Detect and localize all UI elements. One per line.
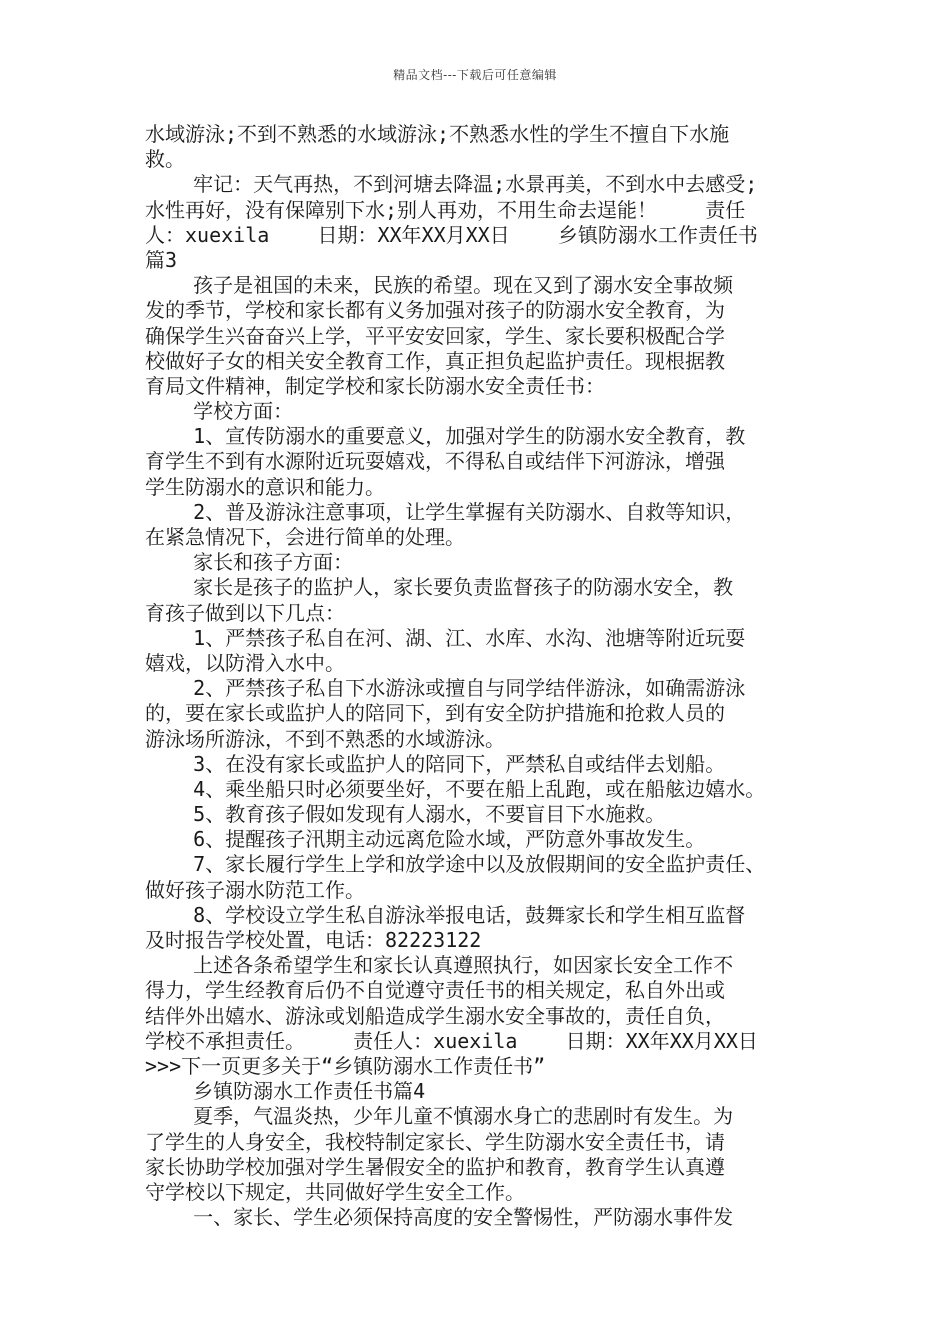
- text-line: 在紧急情况下，会进行简单的处理。: [145, 525, 465, 549]
- text-line: 2、普及游泳注意事项，让学生掌握有关防溺水、自救等知识，: [145, 499, 746, 524]
- text-line: >>>下一页更多关于“乡镇防溺水工作责任书”: [145, 1053, 546, 1078]
- text-line: 乡镇防溺水工作责任书篇4: [145, 1079, 426, 1104]
- text-line: 确保学生兴奋奋兴上学，平平安安回家，学生、家长要积极配合学: [145, 323, 725, 348]
- text-line: 结伴外出嬉水、游泳或划船造成学生溺水安全事故的，责任自负，: [145, 1003, 725, 1028]
- text-line: 1、宣传防溺水的重要意义，加强对学生的防溺水安全教育，教: [145, 424, 746, 449]
- text-line: 的，要在家长或监护人的陪同下，到有安全防护措施和抢救人员的: [145, 701, 725, 726]
- text-line: 1、严禁孩子私自在河、湖、江、水库、水沟、池塘等附近玩耍: [145, 625, 746, 650]
- text-line: 水域游泳;不到不熟悉的水域游泳;不熟悉水性的学生不擅自下水施: [145, 122, 730, 146]
- text-line: 家长协助学校加强对学生暑假安全的监护和教育，教育学生认真遵: [145, 1154, 725, 1179]
- text-line: 学生防溺水的意识和能力。: [145, 474, 385, 499]
- text-line: 及时报告学校处置，电话：82223122: [145, 928, 482, 952]
- text-line: 游泳场所游泳，不到不熟悉的水域游泳。: [145, 726, 505, 751]
- text-line: 救。: [145, 147, 185, 172]
- text-line: 育学生不到有水源附近玩耍嬉戏，不得私自或结伴下河游泳，增强: [145, 449, 725, 474]
- text-line: 家长和孩子方面：: [145, 550, 354, 575]
- text-line: 学校不承担责任。 责任人：xuexila 日期：XX年XX月XX日: [145, 1028, 758, 1053]
- text-line: 上述各条希望学生和家长认真遵照执行，如因家长安全工作不: [145, 953, 734, 978]
- text-line: 5、教育孩子假如发现有人溺水，不要盲目下水施救。: [145, 802, 666, 827]
- text-line: 育局文件精神，制定学校和家长防溺水安全责任书：: [145, 373, 605, 398]
- text-line: 得力，学生经教育后仍不自觉遵守责任书的相关规定，私自外出或: [145, 978, 725, 1003]
- text-line: 嬉戏，以防滑入水中。: [145, 650, 345, 675]
- text-line: 育孩子做到以下几点：: [145, 600, 345, 625]
- text-line: 发的季节，学校和家长都有义务加强对孩子的防溺水安全教育，为: [145, 298, 725, 323]
- text-line: 守学校以下规定，共同做好学生安全工作。: [145, 1179, 525, 1204]
- text-line: 8、学校设立学生私自游泳举报电话，鼓舞家长和学生相互监督: [145, 902, 746, 927]
- text-line: 夏季，气温炎热，少年儿童不慎溺水身亡的悲剧时有发生。为: [145, 1104, 734, 1129]
- text-line: 牢记：天气再热，不到河塘去降温;水景再美，不到水中去感受;: [145, 172, 758, 197]
- text-line: 3、在没有家长或监护人的陪同下，严禁私自或结伴去划船。: [145, 751, 726, 776]
- text-line: 家长是孩子的监护人，家长要负责监督孩子的防溺水安全，教: [145, 575, 734, 600]
- page-header: 精品文档---下载后可任意编辑: [393, 68, 557, 82]
- text-line: 4、乘坐船只时必须要坐好，不要在船上乱跑，或在船舷边嬉水。: [145, 776, 766, 801]
- text-line: 水性再好，没有保障别下水;别人再劝，不用生命去逞能！ 责任: [145, 197, 746, 222]
- text-line: 7、家长履行学生上学和放学途中以及放假期间的安全监护责任、: [145, 852, 766, 877]
- text-line: 校做好子女的相关安全教育工作，真正担负起监护责任。现根据教: [145, 348, 725, 373]
- document-body: [145, 122, 810, 1230]
- text-line: 2、严禁孩子私自下水游泳或擅自与同学结伴游泳，如确需游泳: [145, 676, 746, 701]
- text-line: 孩子是祖国的未来，民族的希望。现在又到了溺水安全事故频: [145, 273, 734, 298]
- text-line: 了学生的人身安全，我校特制定家长、学生防溺水安全责任书，请: [145, 1129, 725, 1154]
- text-line: 人：xuexila 日期：XX年XX月XX日 乡镇防溺水工作责任书: [145, 222, 758, 247]
- text-line: 6、提醒孩子汛期主动远离危险水域，严防意外事故发生。: [145, 827, 706, 852]
- text-line: 做好孩子溺水防范工作。: [145, 877, 365, 902]
- text-line: 学校方面：: [145, 399, 294, 424]
- text-line: 篇3: [145, 247, 178, 272]
- text-line: 一、家长、学生必须保持高度的安全警惕性，严防溺水事件发: [145, 1205, 734, 1230]
